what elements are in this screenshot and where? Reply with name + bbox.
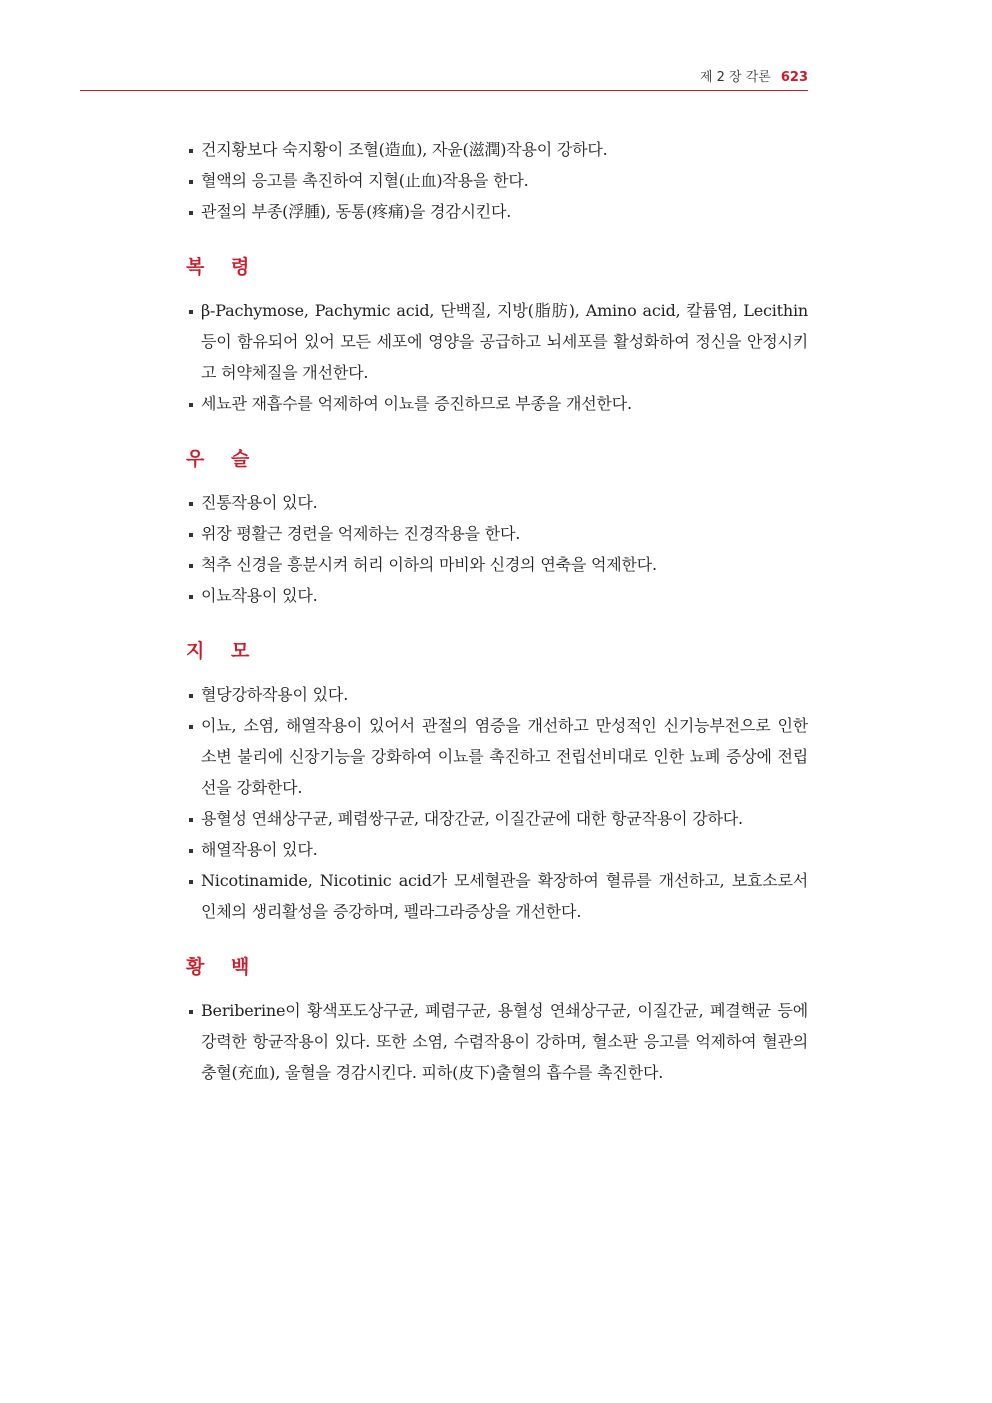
section-jimo [186, 637, 808, 927]
section-bokryeong [186, 253, 808, 419]
section-title: 지 모 [186, 640, 260, 662]
item-list [186, 679, 808, 927]
list-item: 용혈성 연쇄상구균, 폐렴쌍구균, 대장간균, 이질간균에 대한 항균작용이 강하다. [186, 803, 808, 834]
section-hwangbaek [186, 953, 808, 1088]
list-item: 해열작용이 있다. [186, 834, 808, 865]
item-list [186, 134, 808, 227]
header-divider [80, 90, 808, 91]
section-title: 복 령 [186, 256, 260, 278]
list-item: 이뇨, 소염, 해열작용이 있어서 관절의 염증을 개선하고 만성적인 신기능부전으로 인한 소변 불리에 신장기능을 강화하여 이뇨를 촉진하고 전립선비대로 인한 뇨폐 증상에 전립선을 강화한다. [186, 710, 808, 803]
list-item: 관절의 부종(浮腫), 동통(疼痛)을 경감시킨다. [186, 196, 808, 227]
list-item: 이뇨작용이 있다. [186, 580, 808, 611]
list-item: 진통작용이 있다. [186, 487, 808, 518]
list-item: 세뇨관 재흡수를 억제하여 이뇨를 증진하므로 부종을 개선한다. [186, 388, 808, 419]
section-intro [186, 134, 808, 227]
list-item: 척추 신경을 흥분시켜 허리 이하의 마비와 신경의 연축을 억제한다. [186, 549, 808, 580]
page-number: 623 [780, 70, 808, 85]
item-list [186, 487, 808, 611]
list-item: β-Pachymose, Pachymic acid, 단백질, 지방(脂肪), Amino acid, 칼륨염, Lecithin 등이 함유되어 있어 모든 세포에 영양을 공급하고 뇌세포를 활성화하여 정신을 안정시키고 허약체질을 개선한다. [186, 295, 808, 388]
list-item: Beriberine이 황색포도상구균, 폐렴구균, 용혈성 연쇄상구균, 이질간균, 폐결핵균 등에 강력한 항균작용이 있다. 또한 소염, 수렴작용이 강하며, 혈소판 응고를 억제하여 혈관의 충혈(充血), 울혈을 경감시킨다. 피하(皮下)출혈의 흡수를 촉진한다. [186, 995, 808, 1088]
list-item: 혈액의 응고를 촉진하여 지혈(止血)작용을 한다. [186, 165, 808, 196]
item-list [186, 295, 808, 419]
page-content [186, 134, 808, 1088]
list-item: 혈당강하작용이 있다. [186, 679, 808, 710]
list-item: 위장 평활근 경련을 억제하는 진경작용을 한다. [186, 518, 808, 549]
list-item: 건지황보다 숙지황이 조혈(造血), 자윤(滋潤)작용이 강하다. [186, 134, 808, 165]
chapter-label: 제 2 장 각론 [699, 70, 771, 85]
list-item: Nicotinamide, Nicotinic acid가 모세혈관을 확장하여 혈류를 개선하고, 보효소로서 인체의 생리활성을 증강하며, 펠라그라증상을 개선한다. [186, 865, 808, 927]
item-list [186, 995, 808, 1088]
section-title: 우 슬 [186, 448, 260, 470]
section-title: 황 백 [186, 956, 260, 978]
section-useul [186, 445, 808, 611]
page-header [80, 66, 808, 88]
